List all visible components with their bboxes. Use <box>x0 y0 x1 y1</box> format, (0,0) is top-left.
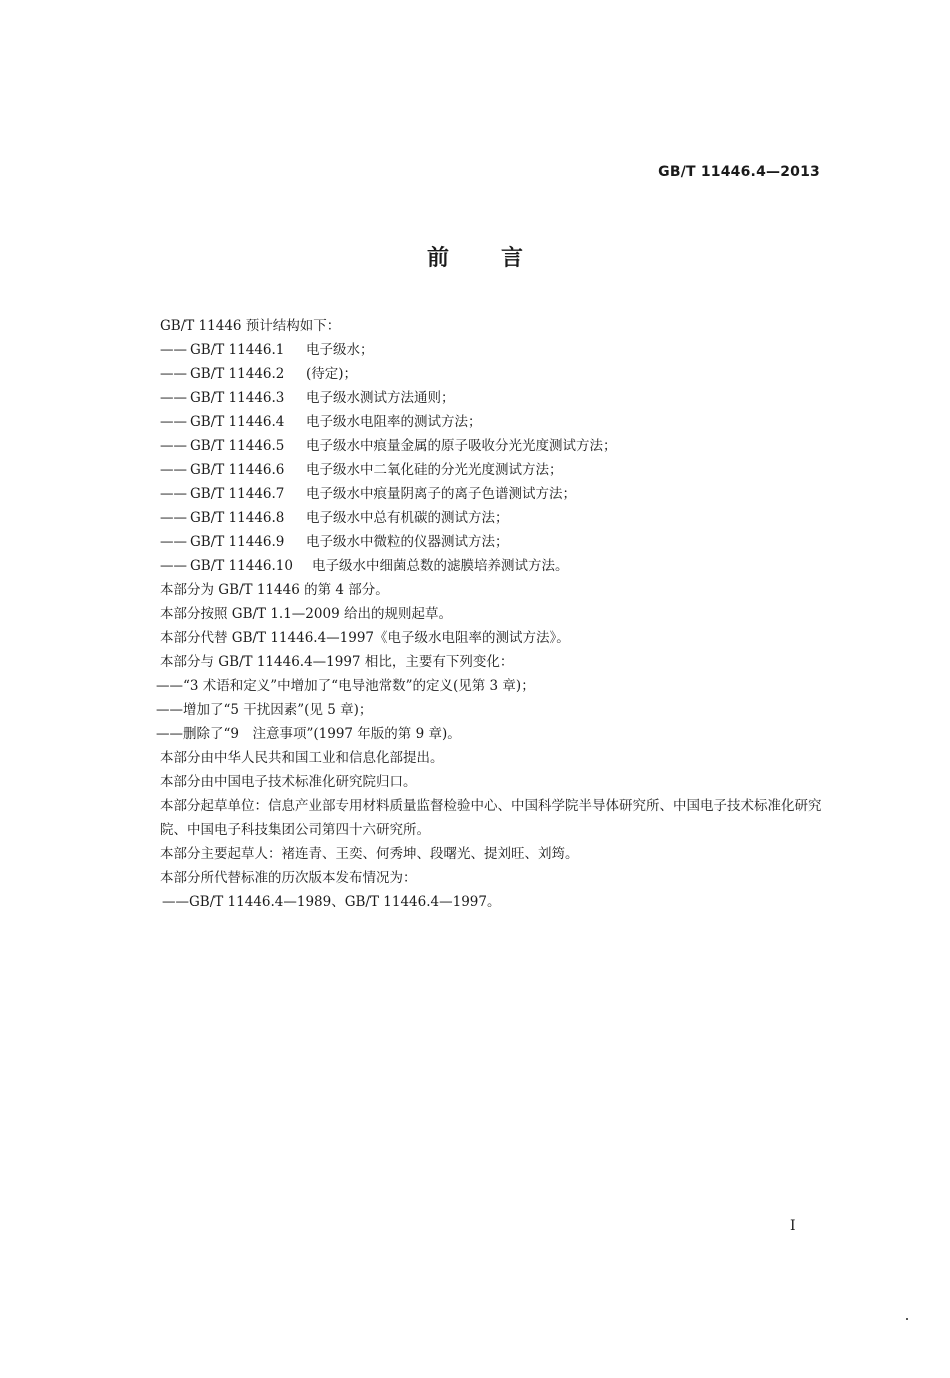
page-number: I <box>790 1218 796 1234</box>
page-title <box>0 241 950 272</box>
paragraph: 本部分与 GB/T 11446.4—1997 相比，主要有下列变化： <box>160 654 514 670</box>
paragraph: 本部分代替 GB/T 11446.4—1997《电子级水电阻率的测试方法》。 <box>160 630 570 646</box>
list-item: —— GB/T 11446.7 电子级水中痕量阴离子的离子色谱测试方法； <box>160 486 576 502</box>
paragraph: 本部分由中华人民共和国工业和信息化部提出。 <box>160 750 444 766</box>
paragraph: 本部分主要起草人：褚连青、王奕、何秀坤、段曙光、提刘旺、刘筠。 <box>160 846 579 862</box>
list-item: —— GB/T 11446.10 电子级水中细菌总数的滤膜培养测试方法。 <box>160 558 569 574</box>
paragraph: 本部分起草单位：信息产业部专用材料质量监督检验中心、中国科学院半导体研究所、中国电子技术标准化研究院、中国电子科技集团公司第四十六研究所。 <box>160 798 822 838</box>
paragraph: 本部分为 GB/T 11446 的第 4 部分。 <box>160 582 389 598</box>
standard-number: GB/T 11446.4—2013 <box>658 164 820 180</box>
list-item: —— GB/T 11446.5 电子级水中痕量金属的原子吸收分光光度测试方法； <box>160 438 617 454</box>
title-char-2: 言 <box>501 246 524 271</box>
change-item: ——删除了“9 注意事项”(1997 年版的第 9 章)。 <box>156 726 461 742</box>
list-item: —— GB/T 11446.4 电子级水电阻率的测试方法； <box>160 414 482 430</box>
list-item: —— GB/T 11446.9 电子级水中微粒的仪器测试方法； <box>160 534 509 550</box>
title-char-1: 前 <box>426 246 449 271</box>
scan-speck <box>906 1318 908 1320</box>
paragraph: 本部分按照 GB/T 1.1—2009 给出的规则起草。 <box>160 606 452 622</box>
history-item: ——GB/T 11446.4—1989、GB/T 11446.4—1997。 <box>162 894 501 910</box>
foreword-body <box>156 314 830 914</box>
change-item: ——“3 术语和定义”中增加了“电导池常数”的定义(见第 3 章)； <box>156 678 535 694</box>
change-item: ——增加了“5 干扰因素”(见 5 章)； <box>156 702 373 718</box>
intro-line: GB/T 11446 预计结构如下： <box>160 318 341 334</box>
list-item: —— GB/T 11446.3 电子级水测试方法通则； <box>160 390 455 406</box>
list-item: —— GB/T 11446.6 电子级水中二氧化硅的分光光度测试方法； <box>160 462 563 478</box>
list-item: —— GB/T 11446.8 电子级水中总有机碳的测试方法； <box>160 510 509 526</box>
list-item: —— GB/T 11446.2 (待定)； <box>160 366 358 382</box>
paragraph: 本部分由中国电子技术标准化研究院归口。 <box>160 774 417 790</box>
list-item: —— GB/T 11446.1 电子级水； <box>160 342 374 358</box>
paragraph: 本部分所代替标准的历次版本发布情况为： <box>160 870 417 886</box>
